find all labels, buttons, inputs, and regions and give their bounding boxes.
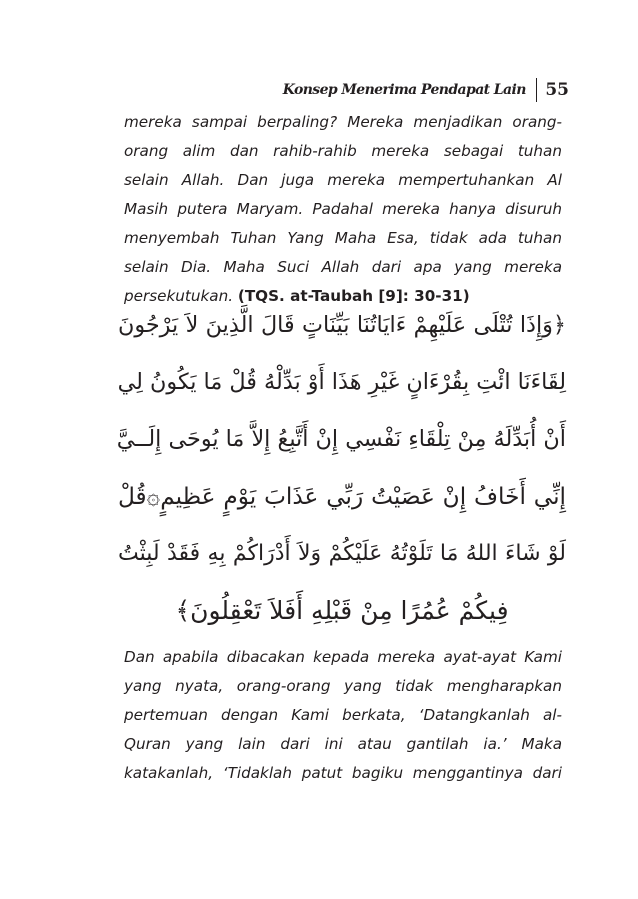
text-line: orang alim dan rahib-rahib mereka sebagai tuhan: [124, 142, 562, 160]
chapter-title: Konsep Menerima Pendapat Lain: [282, 82, 526, 98]
quran-citation: (TQS. at-Taubah [9]: 30-31): [237, 287, 470, 305]
text-line: Quran yang lain dari ini atau gantilah ia.’ Maka: [124, 735, 562, 753]
arabic-verse-line: لَوْ شَاءَ اللهُ مَا تَلَوْتُهُ عَلَيْكُمْ وَلاَ أَدْرَاكُمْ بِهِ فَقَدْ لَبِثْتُ: [118, 541, 566, 566]
arabic-verse-line: أَنْ أُبَدِّلَهُ مِنْ تِلْقَاءِ نَفْسِي إِنْ أَتَّبِعُ إِلاَّ مَا يُوحَى إِلَــيَّ: [116, 426, 566, 452]
text-line: katakanlah, ‘Tidaklah patut bagiku menggantinya dari: [124, 764, 562, 782]
arabic-verse-line: إِنِّي أَخَافُ إِنْ عَصَيْتُ رَبِّي عَذَابَ يَوْمٍ عَظِيمٍ۞قُلْ: [118, 483, 566, 510]
text-line: pertemuan dengan Kami berkata, ‘Datangkanlah al-: [124, 706, 562, 724]
text-line: menyembah Tuhan Yang Maha Esa, tidak ada tuhan: [124, 229, 562, 247]
text-line: mereka sampai berpaling? Mereka menjadikan orang-: [124, 113, 562, 131]
page-number: 55: [545, 80, 569, 100]
text-line: selain Allah. Dan juga mereka mempertuhankan Al: [124, 171, 562, 189]
text-line: yang nyata, orang-orang yang tidak mengharapkan: [124, 677, 562, 695]
text-line: selain Dia. Maha Suci Allah dari apa yang mereka: [124, 258, 562, 276]
text-line: Dan apabila dibacakan kepada mereka ayat-ayat Kami: [124, 648, 562, 666]
arabic-verse-block: [118, 297, 566, 639]
body-paragraph-1: [124, 108, 562, 311]
arabic-verse-line: ﴿وَإِذَا تُتْلَى عَلَيْهِمْ ءَايَاتُنَا بَيِّنَاتٍ قَالَ الَّذِينَ لاَ يَرْجُونَ: [118, 312, 566, 338]
arabic-verse-line: فِيكُمْ عُمُرًا مِنْ قَبْلِهِ أَفَلاَ تَعْقِلُونَ﴾: [175, 596, 509, 625]
body-paragraph-2: [124, 643, 562, 788]
running-header: [283, 76, 569, 104]
text-fragment: persekutukan.: [124, 287, 234, 305]
arabic-verse-line: لِقَاءَنَا ائْتِ بِقُرْءَانٍ غَيْرِ هَذَا أَوْ بَدِّلْهُ قُلْ مَا يَكُونُ لِي: [117, 369, 566, 395]
text-line: Masih putera Maryam. Padahal mereka hanya disuruh: [124, 200, 562, 218]
